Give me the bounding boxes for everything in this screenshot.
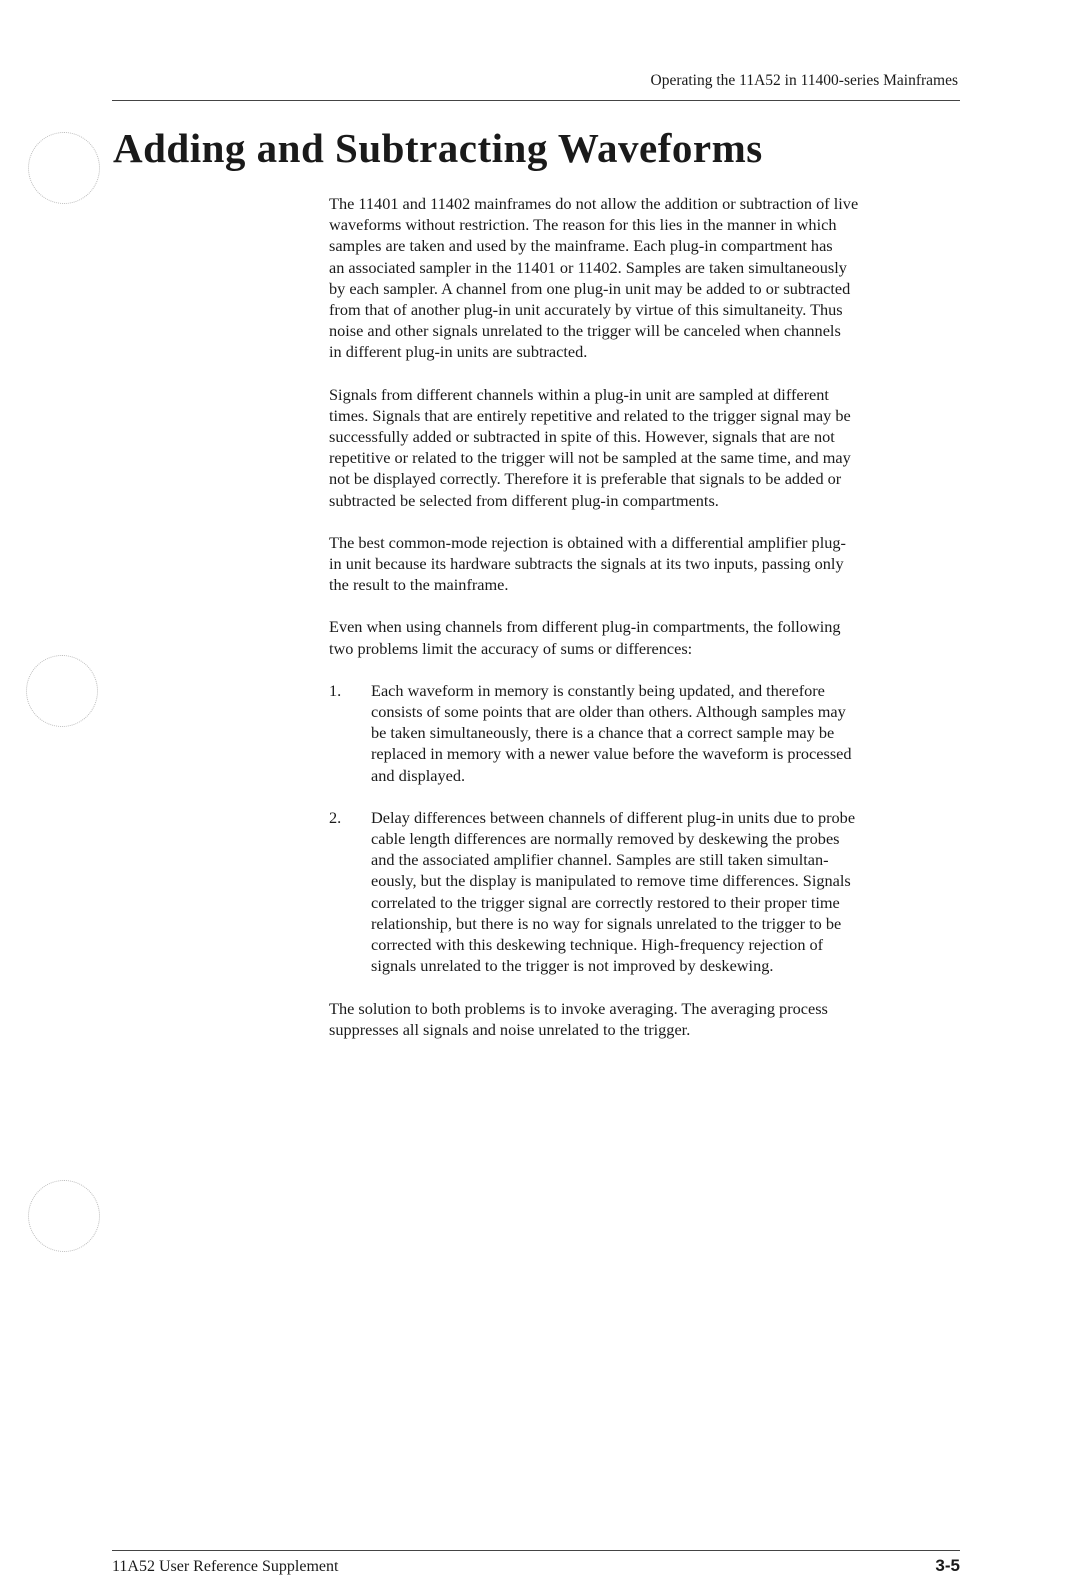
- text-line: The solution to both problems is to invoke averaging. The averaging process: [329, 998, 828, 1018]
- list-item: [329, 807, 969, 977]
- text-line: by each sampler. A channel from one plug-in unit may be added to or subtracted: [329, 278, 851, 298]
- text-line: corrected with this deskewing technique. High-frequency rejection of: [371, 935, 824, 955]
- text-line: cable length differences are normally removed by deskewing the probes: [371, 829, 840, 849]
- list-number: 1.: [329, 680, 342, 700]
- page-title: Adding and Subtracting Waveforms: [113, 125, 763, 171]
- text-line: Signals from different channels within a plug-in unit are sampled at different: [329, 384, 829, 404]
- text-line: the result to the mainframe.: [329, 575, 509, 595]
- paragraph: [329, 532, 969, 596]
- punch-hole: [26, 655, 98, 727]
- text-line: subtracted be selected from different plug-in compartments.: [329, 490, 719, 510]
- body-text: [329, 193, 969, 1061]
- header-rule: [112, 100, 960, 101]
- text-line: Each waveform in memory is constantly being updated, and therefore: [371, 680, 825, 700]
- text-line: in unit because its hardware subtracts the signals at its two inputs, passing only: [329, 554, 844, 574]
- text-line: times. Signals that are entirely repetitive and related to the trigger signal may be: [329, 405, 851, 425]
- text-line: repetitive or related to the trigger will not be sampled at the same time, and may: [329, 448, 851, 468]
- text-line: The best common-mode rejection is obtained with a differential amplifier plug-: [329, 532, 846, 552]
- text-line: relationship, but there is no way for signals unrelated to the trigger to be: [371, 913, 842, 933]
- text-line: and displayed.: [371, 765, 466, 785]
- text-line: consists of some points that are older than others. Although samples may: [371, 702, 846, 722]
- text-line: noise and other signals unrelated to the trigger will be canceled when channels: [329, 321, 841, 341]
- text-line: The 11401 and 11402 mainframes do not allow the addition or subtraction of live: [329, 194, 859, 213]
- list-number: 2.: [329, 807, 342, 827]
- paragraph: [329, 193, 969, 363]
- page-number: 3-5: [935, 1556, 960, 1575]
- text-line: Even when using channels from different plug-in compartments, the following: [329, 617, 841, 637]
- text-line: in different plug-in units are subtracted.: [329, 342, 588, 362]
- running-header: Operating the 11A52 in 11400-series Mainframes: [650, 72, 958, 89]
- text-line: samples are taken and used by the mainframe. Each plug-in compartment has: [329, 236, 833, 256]
- text-line: and the associated amplifier channel. Samples are still taken simultan-: [371, 850, 829, 870]
- text-line: an associated sampler in the 11401 or 11402. Samples are taken simultaneously: [329, 257, 847, 277]
- punch-hole: [28, 1180, 100, 1252]
- text-line: from that of another plug-in unit accurately by virtue of this simultaneity. Thus: [329, 300, 843, 320]
- text-line: not be displayed correctly. Therefore it is preferable that signals to be added or: [329, 469, 842, 489]
- text-line: successfully added or subtracted in spite of this. However, signals that are not: [329, 427, 835, 447]
- footer-title: 11A52 User Reference Supplement: [112, 1558, 339, 1575]
- text-line: eously, but the display is manipulated to remove time differences. Signals: [371, 871, 851, 891]
- paragraph: [329, 384, 969, 511]
- text-line: signals unrelated to the trigger is not improved by deskewing.: [371, 956, 774, 976]
- text-line: suppresses all signals and noise unrelated to the trigger.: [329, 1019, 691, 1039]
- punch-hole: [28, 132, 100, 204]
- text-line: be taken simultaneously, there is a chance that a correct sample may be: [371, 723, 835, 743]
- text-line: correlated to the trigger signal are correctly restored to their proper time: [371, 892, 840, 912]
- text-line: waveforms without restriction. The reason for this lies in the manner in which: [329, 215, 837, 235]
- text-line: two problems limit the accuracy of sums or differences:: [329, 638, 693, 658]
- text-line: Delay differences between channels of different plug-in units due to probe: [371, 807, 856, 827]
- paragraph: [329, 616, 969, 658]
- footer-rule: [112, 1550, 960, 1551]
- list-item: [329, 680, 969, 786]
- text-line: replaced in memory with a newer value before the waveform is processed: [371, 744, 852, 764]
- paragraph: [329, 998, 969, 1040]
